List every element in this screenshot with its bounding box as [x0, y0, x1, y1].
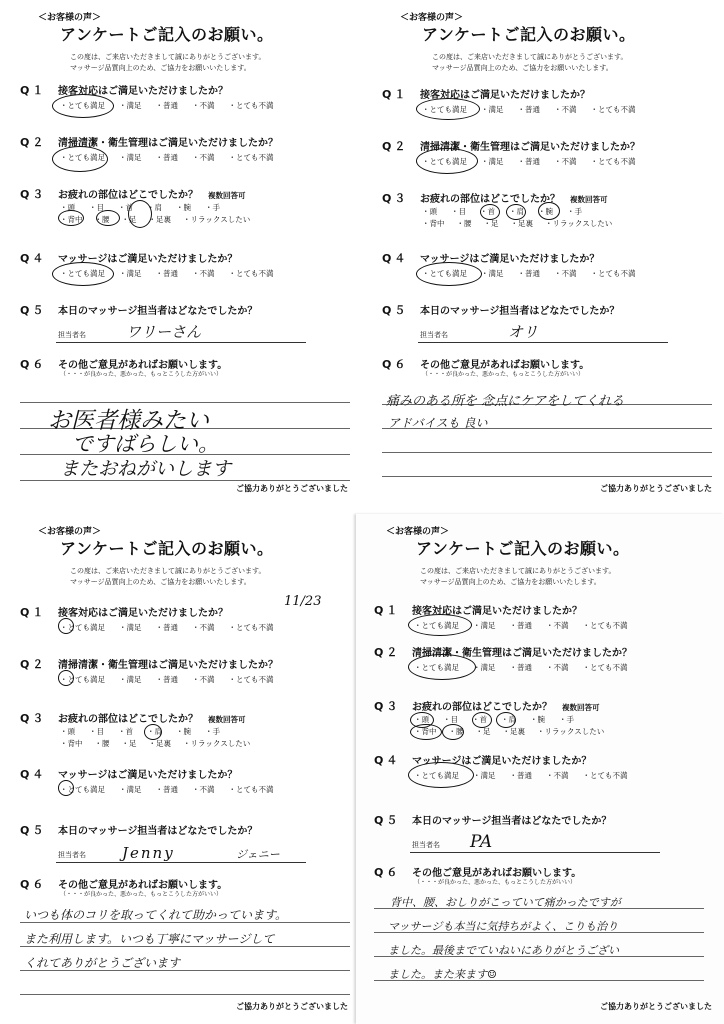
staff-name-field: 担当者名 ワリーさん	[56, 326, 306, 343]
staff-name-field: 担当者名 Jenny ジェニー	[56, 846, 306, 863]
answer-circle	[408, 654, 476, 680]
survey-sheet-2: ＜お客様の声＞ アンケートご記入のお願い。 この度は、ご来店いただきまして誠にありがとうございます。 マッサージ品質向上のため、ご協力をお願いいたします。 Q１ 接客対応はご満足いただけましたか？ ・とても満足 ・満足 ・普通 ・不満 ・とても不満 Q２ 清掃清潔・衛生管理はご満足いただけましたか？ ・とても満足 ・満足 ・普通 ・不満 ・とても不満 Q３ お疲れの部位はどこでしたか？ 複数回答可 ・頭 ・目 ・首 ・肩 ・腕 ・手 ・背中 ・腰 ・足 ・足裏 ・リラックスしたい Q４ マッサージはご満足いただけましたか？ ・とても満足 ・満足 ・普通 ・不満 ・とても不満 Q５ 本日のマッサージ担当者はどなたでしたか？ 担当者名 オリ Q６ その他ご意見があればお願いします。 （・・・が良かった、悪かった、もっとこうした方がいい） 痛みのある所を 念点にケアをしてくれる アドバイスも 良い ご協力ありがとうございました	[362, 0, 724, 506]
survey-title: アンケートご記入のお願い。	[60, 25, 274, 44]
answer-circle	[408, 614, 472, 636]
staff-name: ワリーさん	[126, 323, 202, 341]
answer-circle	[52, 146, 108, 172]
comment-line: ですばらしい。	[72, 432, 219, 456]
survey-sheet-3: ＜お客様の声＞ アンケートご記入のお願い。 この度は、ご来店いただきまして誠にありがとうございます。 マッサージ品質向上のため、ご協力をお願いいたします。 11/23 Q１ 接客対応はご満足いただけましたか？ ・とても満足 ・満足 ・普通 ・不満 ・とても不満 Q２ 清掃清潔・衛生管理はご満足いただけましたか？ ・とても満足 ・満足 ・普通 ・不満 ・とても不満 Q３ お疲れの部位はどこでしたか？ 複数回答可 ・頭 ・目 ・首 ・肩 ・腕 ・手 ・背中 ・腰 ・足 ・足裏 ・リラックスしたい Q４ マッサージはご満足いただけましたか？ ・とても満足 ・満足 ・普通 ・不満 ・とても不満 Q５ 本日のマッサージ担当者はどなたでしたか？ 担当者名 Jenny ジェニー Q６ その他ご意見があればお願いします。 （・・・が良かった、悪かった、もっとこうした方がいい） いつも体のコリを取ってくれて助かっています。 また利用します。いつも丁寧にマッサージして くれてありがとうございます ご協力ありがとうございました	[0, 514, 360, 1024]
answer-circle	[416, 98, 480, 120]
comment-line: 痛みのある所を 念点にケアをしてくれる	[386, 394, 625, 409]
answer-circle	[442, 724, 464, 740]
staff-name-kana: ジェニー	[236, 848, 280, 861]
voice-tag: ＜お客様の声＞	[38, 13, 102, 23]
answer-circle	[410, 724, 442, 740]
staff-name-field: 担当者名 PA	[410, 836, 660, 853]
answer-circle	[416, 148, 478, 174]
answer-circle	[128, 200, 152, 228]
answer-circle	[58, 210, 84, 226]
comment-line: またおねがいします	[60, 458, 232, 480]
comment-line: くれてありがとうございます	[24, 956, 181, 970]
answer-circle	[538, 202, 560, 220]
survey-intro: この度は、ご来店いただきまして誠にありがとうございます。 マッサージ品質向上のため、ご協力をお願いいたします。	[70, 53, 266, 72]
answer-circle	[480, 204, 500, 220]
answer-circle	[144, 724, 162, 740]
date-mark: 11/23	[284, 594, 322, 609]
answer-circle	[52, 94, 114, 118]
comment-line: ました。また来ます☺	[388, 968, 497, 981]
comment-line: マッサージも本当に気持ちがよく、こりも治り	[388, 920, 619, 933]
answer-circle	[416, 262, 482, 286]
comment-line: いつも体のコリを取ってくれて助かっています。	[24, 908, 288, 922]
comment-line: 背中、腰、おしりがこっていて痛かったですが	[390, 896, 621, 909]
staff-name-field: 担当者名 オリ	[418, 326, 668, 343]
survey-sheet-4: ＜お客様の声＞ アンケートご記入のお願い。 この度は、ご来店いただきまして誠にありがとうございます。 マッサージ品質向上のため、ご協力をお願いいたします。 Q１ 接客対応はご満足いただけましたか？ ・とても満足 ・満足 ・普通 ・不満 ・とても不満 Q２ 清掃清潔・衛生管理はご満足いただけましたか？ ・とても満足 ・満足 ・普通 ・不満 ・とても不満 Q３ お疲れの部位はどこでしたか？ 複数回答可 ・頭 ・目 ・首 ・肩 ・腕 ・手 ・背中 ・腰 ・足 ・足裏 ・リラックスしたい Q４ マッサージはご満足いただけましたか？ ・とても満足 ・満足 ・普通 ・不満 ・とても不満 Q５ 本日のマッサージ担当者はどなたでしたか？ 担当者名 PA Q６ その他ご意見があればお願いします。 （・・・が良かった、悪かった、もっとこうした方がいい） 背中、腰、おしりがこっていて痛かったですが マッサージも本当に気持ちがよく、こりも治り ました。最後までていねいにありがとうござい ました。また来ます☺ ご協力ありがとうございました	[356, 514, 724, 1024]
staff-name: オリ	[508, 323, 539, 341]
survey-sheet-1: ＜お客様の声＞ アンケートご記入のお願い。 この度は、ご来店いただきまして誠にありがとうございます。 マッサージ品質向上のため、ご協力をお願いいたします。 Q１ 接客対応はご満足いただけましたか？ ・とても満足 ・満足 ・普通 ・不満 ・とても不満 Q２ 清掃清潔・衛生管理はご満足いただけましたか？ ・とても満足 ・満足 ・普通 ・不満 ・とても不満 Q３ お疲れの部位はどこでしたか？ 複数回答可 ・頭 ・目 ・首 ・肩 ・腕 ・手 ・背中 ・腰 ・足 ・足裏 ・リラックスしたい Q４ マッサージはご満足いただけましたか？ ・とても満足 ・満足 ・普通 ・不満 ・とても不満 Q５ 本日のマッサージ担当者はどなたでしたか？ 担当者名 ワリーさん Q６ その他ご意見があればお願いします。 （・・・が良かった、悪かった、もっとこうした方がいい） お医者様みたい ですばらしい。 またおねがいします ご協力ありがとうございました	[0, 0, 360, 506]
answer-circle	[58, 670, 74, 686]
comment-line: アドバイスも 良い	[388, 416, 488, 430]
comment-line: ました。最後までていねいにありがとうござい	[388, 944, 619, 957]
answer-circle	[496, 712, 516, 728]
comment-line: また利用します。いつも丁寧にマッサージして	[24, 932, 275, 946]
answer-circle	[408, 762, 474, 788]
q1-options: ・とても満足 ・満足 ・普通 ・不満 ・とても不満	[60, 101, 274, 110]
comment-line: お医者様みたい	[48, 408, 209, 434]
thanks-text: ご協力ありがとうございました	[236, 484, 348, 493]
answer-circle	[96, 210, 120, 226]
staff-name: Jenny	[122, 844, 175, 862]
answer-circle	[52, 262, 114, 286]
staff-name: PA	[470, 832, 493, 852]
answer-circle	[58, 780, 74, 796]
answer-circle	[472, 712, 492, 728]
answer-circle	[58, 618, 74, 634]
answer-circle	[506, 204, 526, 220]
